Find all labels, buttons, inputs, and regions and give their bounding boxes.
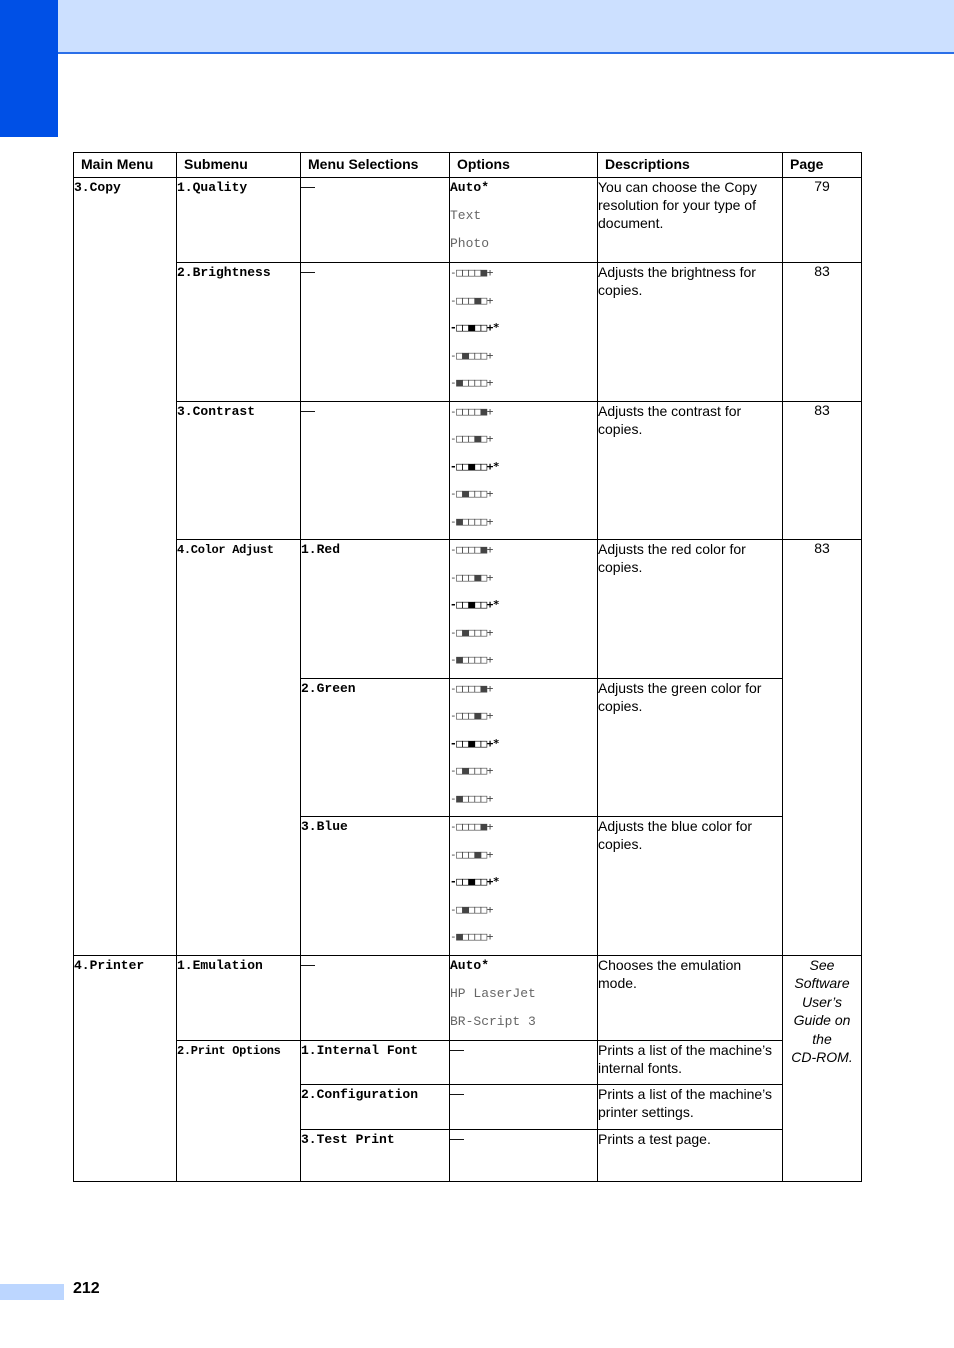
submenu-cell (177, 263, 301, 402)
option-item: -□□□□■+ (450, 266, 493, 279)
description-cell: Adjusts the contrast for copies. (598, 401, 783, 540)
option-item: -□□□□■+ (450, 543, 493, 556)
options-cell (450, 1040, 598, 1084)
main-menu-printer (74, 955, 177, 1181)
option-item: -□□□□■+ (450, 820, 493, 833)
option-item: -□□□□■+ (450, 404, 493, 418)
option-item: -□□□■□+ (450, 432, 493, 445)
selection-internal-font: 1.Internal Font (301, 1042, 419, 1058)
dash: — (301, 178, 315, 194)
option-item: -■□□□□+ (450, 376, 493, 389)
dash: — (301, 401, 315, 418)
see-line: Software (794, 975, 850, 991)
main-menu-copy (74, 178, 177, 956)
footer-bar (0, 1284, 64, 1300)
header-descriptions: Descriptions (598, 153, 783, 178)
see-line: Guide on (793, 1012, 851, 1028)
option-item: -□■□□□+ (450, 764, 493, 777)
option-item: Text (450, 208, 482, 223)
table-row (74, 401, 862, 540)
main-menu-printer-label: 4.Printer (74, 957, 145, 973)
dash: — (301, 955, 315, 972)
selection-blue: 3.Blue (301, 819, 348, 834)
submenu-color-adjust: 4.Color Adjust (177, 543, 274, 557)
submenu-cell (177, 1040, 301, 1181)
header-main-menu: Main Menu (74, 153, 177, 178)
submenu-brightness: 2.Brightness (177, 265, 271, 280)
selection-cell (301, 401, 450, 540)
page-ref: 83 (783, 401, 862, 540)
option-item: -■□□□□+ (450, 791, 493, 805)
option-item: -■□□□□+ (450, 930, 493, 943)
submenu-cell (177, 955, 301, 1040)
option-item: -■□□□□+ (450, 653, 493, 666)
page-ref-see-guide (783, 955, 862, 1181)
option-item: -□□■□□+* (450, 598, 499, 611)
dash: — (450, 1084, 464, 1101)
table-row (74, 540, 862, 679)
option-item: -□■□□□+ (450, 625, 493, 639)
options-cell (450, 178, 598, 263)
selection-red: 1.Red (301, 542, 341, 557)
option-item: -□□□■□+ (450, 570, 493, 584)
options-cell (450, 540, 598, 679)
submenu-quality: 1.Quality (177, 180, 248, 195)
page-number: 212 (73, 1280, 100, 1297)
submenu-contrast: 3.Contrast (177, 403, 256, 419)
submenu-emulation: 1.Emulation (177, 957, 263, 973)
option-item: -□■□□□+ (450, 902, 493, 916)
option-item: Photo (450, 236, 490, 251)
table-row (74, 955, 862, 1040)
option-item: -□□■□□+* (450, 459, 499, 473)
selection-cell (301, 540, 450, 679)
see-line: User’s (802, 993, 842, 1010)
table-row (74, 263, 862, 402)
main-menu-copy-label: 3.Copy (74, 180, 121, 195)
option-item: Auto* (450, 957, 490, 973)
selection-green: 2.Green (301, 680, 356, 696)
selection-cell (301, 955, 450, 1040)
submenu-print-options: 2.Print Options (177, 1043, 281, 1058)
selection-cell (301, 1040, 450, 1084)
page-ref: 83 (783, 540, 862, 956)
selection-cell (301, 178, 450, 263)
option-item: -□■□□□+ (450, 487, 493, 500)
selection-cell (301, 1129, 450, 1181)
header-submenu: Submenu (177, 153, 301, 178)
options-cell (450, 955, 598, 1040)
option-item: BR-Script 3 (450, 1013, 536, 1029)
option-item: HP LaserJet (450, 985, 536, 1001)
option-item: -□□■□□+* (450, 321, 499, 334)
option-item: Auto* (450, 180, 490, 195)
see-line: See (809, 956, 835, 973)
see-line: CD-ROM. (791, 1049, 853, 1065)
dash: — (450, 1129, 464, 1146)
description-cell: Prints a list of the machine’s printer settings. (598, 1084, 783, 1129)
options-cell (450, 817, 598, 956)
header-options: Options (450, 153, 598, 178)
table-row (74, 1040, 862, 1084)
dash: — (301, 263, 315, 279)
description-cell: Prints a test page. (598, 1129, 783, 1181)
description-cell: Adjusts the brightness for copies. (598, 263, 783, 402)
option-item: -□■□□□+ (450, 348, 493, 362)
options-cell (450, 401, 598, 540)
option-item: -□□■□□+* (450, 736, 499, 750)
header-band (0, 0, 954, 54)
option-item: -□□□□■+ (450, 681, 493, 695)
option-item: -□□□■□+ (450, 709, 493, 722)
option-item: -■□□□□+ (450, 514, 493, 528)
submenu-cell (177, 401, 301, 540)
menu-table (73, 152, 862, 1182)
description-cell: Adjusts the red color for copies. (598, 540, 783, 679)
selection-cell (301, 263, 450, 402)
description-cell: You can choose the Copy resolution for your type of document. (598, 178, 783, 263)
options-cell (450, 678, 598, 817)
submenu-cell (177, 178, 301, 263)
selection-cell (301, 678, 450, 817)
options-cell (450, 1129, 598, 1181)
dash: — (450, 1040, 464, 1057)
selection-cell (301, 817, 450, 956)
description-cell: Adjusts the blue color for copies. (598, 817, 783, 956)
selection-test-print: 3.Test Print (301, 1131, 395, 1147)
selection-cell (301, 1084, 450, 1129)
description-cell: Chooses the emulation mode. (598, 955, 783, 1040)
description-cell: Prints a list of the machine’s internal fonts. (598, 1040, 783, 1084)
header-row (74, 153, 862, 178)
see-line: the (812, 1030, 832, 1047)
table-row (74, 178, 862, 263)
header-menu-selections: Menu Selections (301, 153, 450, 178)
header-page: Page (783, 153, 862, 178)
page-ref: 83 (783, 263, 862, 402)
description-cell: Adjusts the green color for copies. (598, 678, 783, 817)
submenu-cell (177, 540, 301, 956)
options-cell (450, 263, 598, 402)
selection-configuration: 2.Configuration (301, 1086, 419, 1102)
option-item: -□□■□□+* (450, 875, 499, 888)
option-item: -□□□■□+ (450, 847, 493, 861)
options-cell (450, 1084, 598, 1129)
chapter-tab (0, 0, 58, 137)
option-item: -□□□■□+ (450, 293, 493, 307)
page-ref: 79 (783, 178, 862, 263)
